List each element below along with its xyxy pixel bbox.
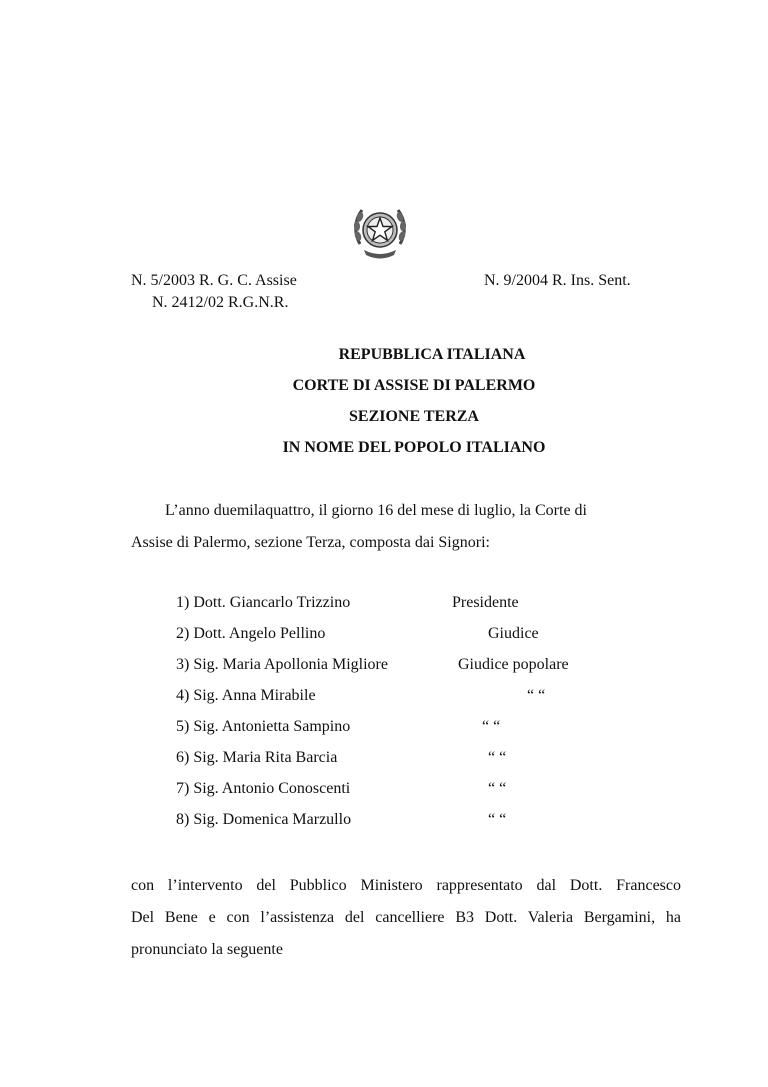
jury-member-name: 7) Sig. Antonio Conoscenti (176, 780, 351, 797)
closing-line-2: Del Bene e con l’assistenza del cancelliere B3 Dott. Valeria Bergamini, ha (131, 909, 681, 926)
intro-line-1: L’anno duemilaquattro, il giorno 16 del mese di luglio, la Corte di (165, 502, 587, 519)
jury-member-role: “ “ (527, 687, 546, 704)
italian-republic-emblem-icon (350, 200, 410, 262)
sentence-number: N. 9/2004 R. Ins. Sent. (484, 272, 631, 289)
jury-member-role: “ “ (488, 811, 507, 828)
jury-member-name: 4) Sig. Anna Mirabile (176, 687, 316, 704)
title-sezione: SEZIONE TERZA (349, 408, 479, 425)
intro-line-2: Assise di Palermo, sezione Terza, composta dai Signori: (131, 534, 490, 551)
jury-member-name: 2) Dott. Angelo Pellino (176, 625, 326, 642)
rgnr-number: N. 2412/02 R.G.N.R. (152, 294, 289, 311)
closing-line-1: con l’intervento del Pubblico Ministero rappresentato dal Dott. Francesco (131, 877, 681, 894)
jury-member-role: Giudice popolare (458, 656, 569, 673)
jury-member-name: 3) Sig. Maria Apollonia Migliore (176, 656, 388, 673)
jury-member-role: Giudice (488, 625, 539, 642)
jury-member-name: 6) Sig. Maria Rita Barcia (176, 749, 338, 766)
rgc-number: N. 5/2003 R. G. C. Assise (131, 272, 297, 289)
jury-member-name: 5) Sig. Antonietta Sampino (176, 718, 351, 735)
jury-member-role: Presidente (452, 594, 519, 611)
title-repubblica: REPUBBLICA ITALIANA (338, 346, 526, 363)
jury-member-role: “ “ (488, 780, 507, 797)
jury-member-name: 1) Dott. Giancarlo Trizzino (176, 594, 351, 611)
jury-member-name: 8) Sig. Domenica Marzullo (176, 811, 352, 828)
title-corte: CORTE DI ASSISE DI PALERMO (292, 377, 536, 394)
jury-member-role: “ “ (482, 718, 501, 735)
closing-line-3: pronunciato la seguente (131, 941, 283, 958)
jury-member-role: “ “ (488, 749, 507, 766)
title-popolo: IN NOME DEL POPOLO ITALIANO (282, 439, 546, 456)
